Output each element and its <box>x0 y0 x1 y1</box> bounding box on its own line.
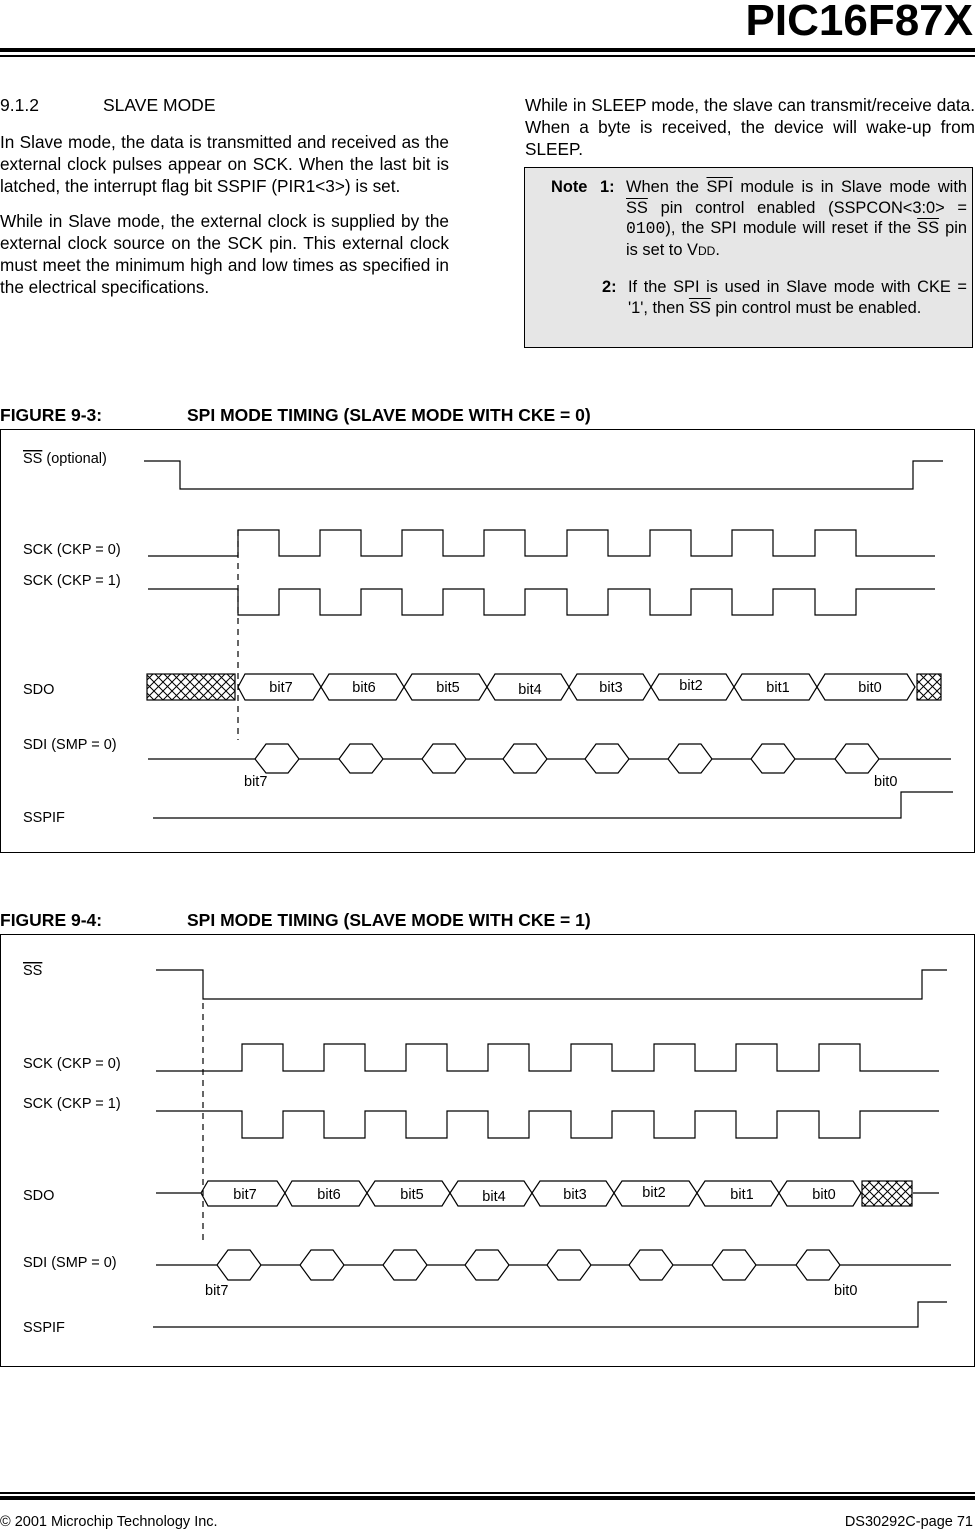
figure3-sdo-bit7: bit7 <box>269 680 293 696</box>
note-item1-number: 1: <box>600 178 615 196</box>
note-box <box>524 167 973 348</box>
header-rule-thick <box>0 48 975 52</box>
figure4-sck1-label: SCK (CKP = 1) <box>23 1096 121 1112</box>
figure3-ss-label: SS <box>23 451 43 467</box>
note-label: Note <box>551 178 588 196</box>
figure4-ss-waveform <box>156 970 947 999</box>
figure3-sspif-waveform <box>153 792 953 818</box>
footer-rule-thick <box>0 1496 975 1500</box>
footer-copyright: © 2001 Microchip Technology Inc. <box>0 1514 218 1530</box>
figure3-sdi-label: SDI (SMP = 0) <box>23 737 117 753</box>
document-title: PIC16F87X <box>745 0 973 45</box>
figure3-sdo-bit4: bit4 <box>518 682 542 698</box>
figure3-sdo-waveform <box>238 674 915 700</box>
note-item1-text: When the $\overline{SPI}$ module is in Slave mode with $\overline{SS}$ pin control enabled (SSPCON<3:0> = 0100), the SPI module will reset if the $\overline{SS}$ pin is set to VDD. <box>626 178 967 259</box>
figure3-sdo-undefined-end <box>917 674 941 700</box>
figure3-sck0-label: SCK (CKP = 0) <box>23 542 121 558</box>
figure3-sck1-label: SCK (CKP = 1) <box>23 573 121 589</box>
figure4-sdi-last-label: bit0 <box>834 1283 858 1299</box>
figure3-caption-title: SPI MODE TIMING (SLAVE MODE WITH CKE = 0) <box>187 405 591 425</box>
figure3-sdo-undefined-start <box>147 674 235 700</box>
figure3-ss-waveform <box>144 461 943 489</box>
figure3-ss-suffix: (optional) <box>42 451 107 467</box>
figure4-sdi-first-label: bit7 <box>205 1283 229 1299</box>
figure4-sspif-label: SSPIF <box>23 1320 65 1336</box>
figure3-sck1-waveform <box>148 589 935 615</box>
figure4-sdo-bit4: bit4 <box>482 1189 506 1205</box>
paragraph-1: In Slave mode, the data is transmitted and received as the external clock pulses appear on SCK. When the last bit is latched, the interrupt flag bit SSPIF (PIR1<3>) is set. <box>0 132 449 196</box>
figure3-sspif-label: SSPIF <box>23 810 65 826</box>
figure4-caption-number: FIGURE 9-4: <box>0 910 103 930</box>
figure4-sck0-label: SCK (CKP = 0) <box>23 1056 121 1072</box>
figure4-sdo-undefined-end <box>862 1181 912 1206</box>
figure3-sck0-waveform <box>148 530 935 556</box>
figure4-caption-title: SPI MODE TIMING (SLAVE MODE WITH CKE = 1) <box>187 910 591 930</box>
figure3-caption-number: FIGURE 9-3: <box>0 405 103 425</box>
note-item2-number: 2: <box>602 278 617 296</box>
figure3-timing-diagram <box>1 430 975 854</box>
figure3-frame <box>0 429 975 853</box>
figure3-sdo-bit5: bit5 <box>436 680 460 696</box>
figure4-sdi-label: SDI (SMP = 0) <box>23 1255 117 1271</box>
figure4-timing-diagram <box>1 935 975 1368</box>
figure4-sdo-bit5: bit5 <box>400 1187 424 1203</box>
svg-text:SS (optional) <box>23 451 107 467</box>
note-item2-text: If the SPI is used in Slave mode with CKE = '1', then $\overline{SS}$ pin control must be enabled. <box>628 278 967 317</box>
figure4-sdo-label: SDO <box>23 1188 55 1204</box>
figure3-sdo-bit3: bit3 <box>599 680 623 696</box>
figure4-sspif-waveform <box>153 1302 947 1327</box>
figure4-sdo-bit3: bit3 <box>563 1187 587 1203</box>
figure4-sdo-bit6: bit6 <box>317 1187 341 1203</box>
figure3-sdo-bit0: bit0 <box>858 680 882 696</box>
section-number: 9.1.2 <box>0 95 39 115</box>
figure4-sck1-waveform <box>156 1111 939 1138</box>
figure4-sdo-bit7: bit7 <box>233 1187 257 1203</box>
section-title: SLAVE MODE <box>103 95 216 115</box>
figure4-sdo-bit1: bit1 <box>730 1187 754 1203</box>
figure3-sdo-bit6: bit6 <box>352 680 376 696</box>
footer-rule-thin <box>0 1492 975 1494</box>
header-rule-thin <box>0 55 975 57</box>
figure3-sdo-bit2: bit2 <box>679 678 703 694</box>
figure3-sdi-last-label: bit0 <box>874 774 898 790</box>
figure3-sdi-first-label: bit7 <box>244 774 268 790</box>
figure3-sdo-label: SDO <box>23 682 55 698</box>
figure4-sck0-waveform <box>156 1044 939 1071</box>
figure4-sdo-bit0: bit0 <box>812 1187 836 1203</box>
figure4-sdo-bit2: bit2 <box>642 1185 666 1201</box>
paragraph-2: While in Slave mode, the external clock is supplied by the external clock source on the SCK pin. This external clock must meet the minimum high and low times as specified in the electrical specifications. <box>0 211 449 297</box>
figure4-frame <box>0 934 975 1367</box>
figure4-sdi-waveform <box>156 1250 951 1280</box>
paragraph-3: While in SLEEP mode, the slave can transmit/receive data. When a byte is received, the device will wake-up from SLEEP. <box>525 95 975 159</box>
figure4-ss-label: SS <box>23 963 43 979</box>
figure3-sdo-bit1: bit1 <box>766 680 790 696</box>
figure3-sdi-waveform <box>148 744 951 773</box>
footer-page-number: DS30292C-page 71 <box>844 1514 973 1530</box>
